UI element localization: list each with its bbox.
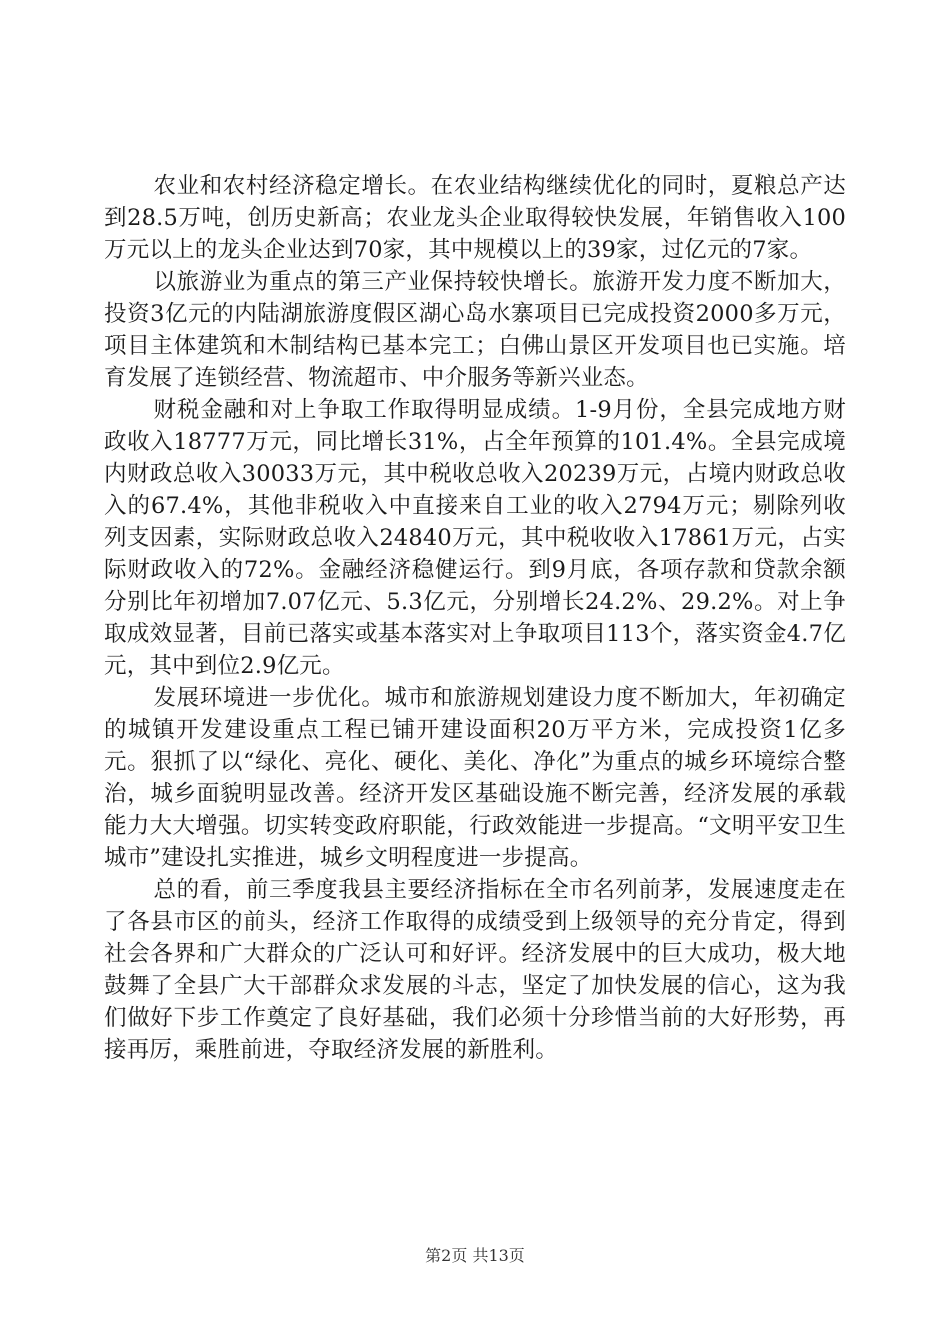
paragraph-environment: 发展环境进一步优化。城市和旅游规划建设力度不断加大，年初确定的城镇开发建设重点工程已铺开建设面积20万平方米，完成投资1亿多元。狠抓了以“绿化、亮化、硬化、美化、净化”为重点的城乡环境综合整治，城乡面貌明显改善。经济开发区基础设施不断完善，经济发展的承载能力大大增强。切实转变政府职能，行政效能进一步提高。“文明平安卫生城市”建设扎实推进，城乡文明程度进一步提高。 <box>104 685 846 871</box>
paragraph-finance: 财税金融和对上争取工作取得明显成绩。1-9月份，全县完成地方财政收入18777万元，同比增长31%，占全年预算的101.4%。全县完成境内财政总收入30033万元，其中税收总收入20239万元，占境内财政总收入的67.4%，其他非税收入中直接来自工业的收入2794万元；剔除列收列支因素，实际财政总收入24840万元，其中税收收入17861万元，占实际财政收入的72%。金融经济稳健运行。到9月底，各项存款和贷款余额分别比年初增加7.07亿元、5.3亿元，分别增长24.2%、29.2%。对上争取成效显著，目前已落实或基本落实对上争取项目113个，落实资金4.7亿元，其中到位2.9亿元。 <box>104 397 846 679</box>
paragraph-agriculture: 农业和农村经济稳定增长。在农业结构继续优化的同时，夏粮总产达到28.5万吨，创历史新高；农业龙头企业取得较快发展，年销售收入100万元以上的龙头企业达到70家，其中规模以上的39家，过亿元的7家。 <box>104 173 846 263</box>
page-number-footer: 第2页 共13页 <box>425 1246 525 1265</box>
paragraph-summary: 总的看，前三季度我县主要经济指标在全市名列前茅，发展速度走在了各县市区的前头，经济工作取得的成绩受到上级领导的充分肯定，得到社会各界和广大群众的广泛认可和好评。经济发展中的巨大成功，极大地鼓舞了全县广大干部群众求发展的斗志，坚定了加快发展的信心，这为我们做好下步工作奠定了良好基础，我们必须十分珍惜当前的大好形势，再接再厉，乘胜前进，夺取经济发展的新胜利。 <box>104 877 846 1063</box>
paragraph-tourism: 以旅游业为重点的第三产业保持较快增长。旅游开发力度不断加大，投资3亿元的内陆湖旅游度假区湖心岛水寨项目已完成投资2000多万元，项目主体建筑和木制结构已基本完工；白佛山景区开发项目也已实施。培育发展了连锁经营、物流超市、中介服务等新兴业态。 <box>104 269 846 391</box>
document-body <box>104 170 846 1066</box>
